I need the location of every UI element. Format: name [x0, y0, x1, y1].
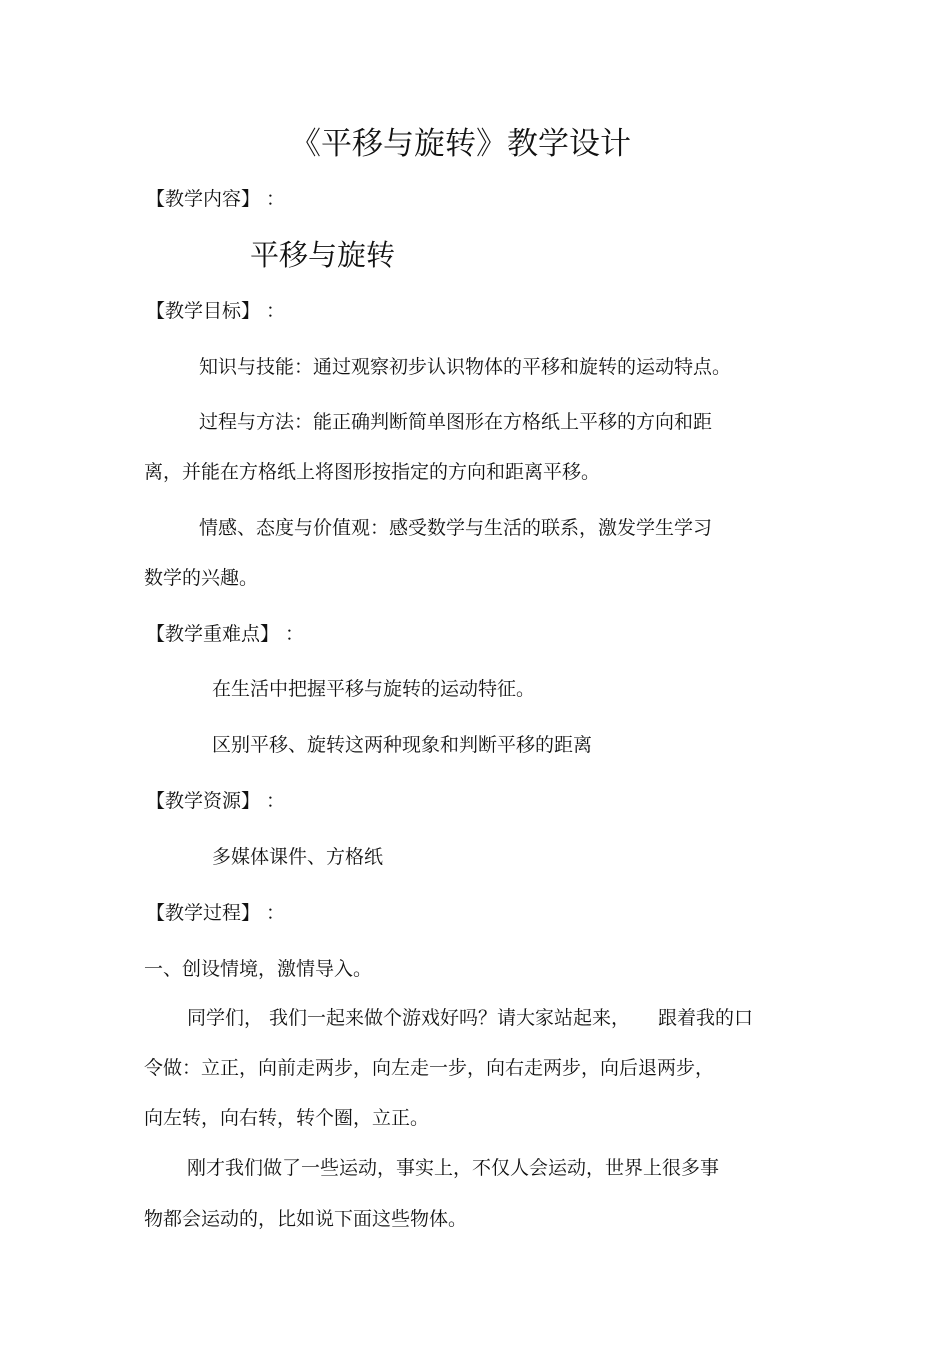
- goals-heading: 【教学目标】 ：: [146, 300, 286, 322]
- step1-paragraph2-line2: 物都会运动的，比如说下面这些物体。: [144, 1208, 468, 1230]
- step1-paragraph2-line1: 刚才我们做了一些运动，事实上，不仅人会运动，世界上很多事: [187, 1157, 720, 1179]
- keypoint-1: 在生活中把握平移与旋转的运动特征。: [212, 678, 536, 700]
- step1-heading: 一、创设情境，激情导入。: [144, 958, 373, 980]
- step1-paragraph1-line1: [187, 1006, 753, 1030]
- step1-paragraph1-line2: 令做：立正，向前走两步，向左走一步，向右走两步，向后退两步，: [144, 1057, 715, 1079]
- goal-process-line1: 过程与方法：能正确判断简单图形在方格纸上平移的方向和距: [199, 411, 713, 433]
- process-heading: 【教学过程】 ：: [146, 902, 286, 924]
- goal-emotion-line1: 情感、态度与价值观：感受数学与生活的联系，激发学生学习: [199, 517, 713, 539]
- resources-heading: 【教学资源】 ：: [146, 790, 286, 812]
- keypoints-heading: 【教学重难点】 ：: [146, 623, 305, 645]
- goal-knowledge: 知识与技能：通过观察初步认识物体的平移和旋转的运动特点。: [199, 356, 732, 378]
- content-heading: 【教学内容】 ：: [146, 188, 286, 210]
- step1-paragraph1-line1-part1: 同学们， 我们一起来做个游戏好吗？请大家站起来，: [187, 1007, 631, 1029]
- goal-process-line2: 离，并能在方格纸上将图形按指定的方向和距离平移。: [144, 461, 601, 483]
- goal-emotion-line2: 数学的兴趣。: [144, 567, 259, 589]
- document-title: 《平移与旋转》教学设计: [290, 126, 631, 162]
- content-topic: 平移与旋转: [250, 238, 396, 272]
- step1-paragraph1-line1-part2: 跟着我的口: [658, 1007, 754, 1029]
- resources-text: 多媒体课件、方格纸: [212, 846, 384, 868]
- keypoint-2: 区别平移、旋转这两种现象和判断平移的距离: [212, 734, 593, 756]
- step1-paragraph1-line3: 向左转，向右转，转个圈，立正。: [144, 1107, 430, 1129]
